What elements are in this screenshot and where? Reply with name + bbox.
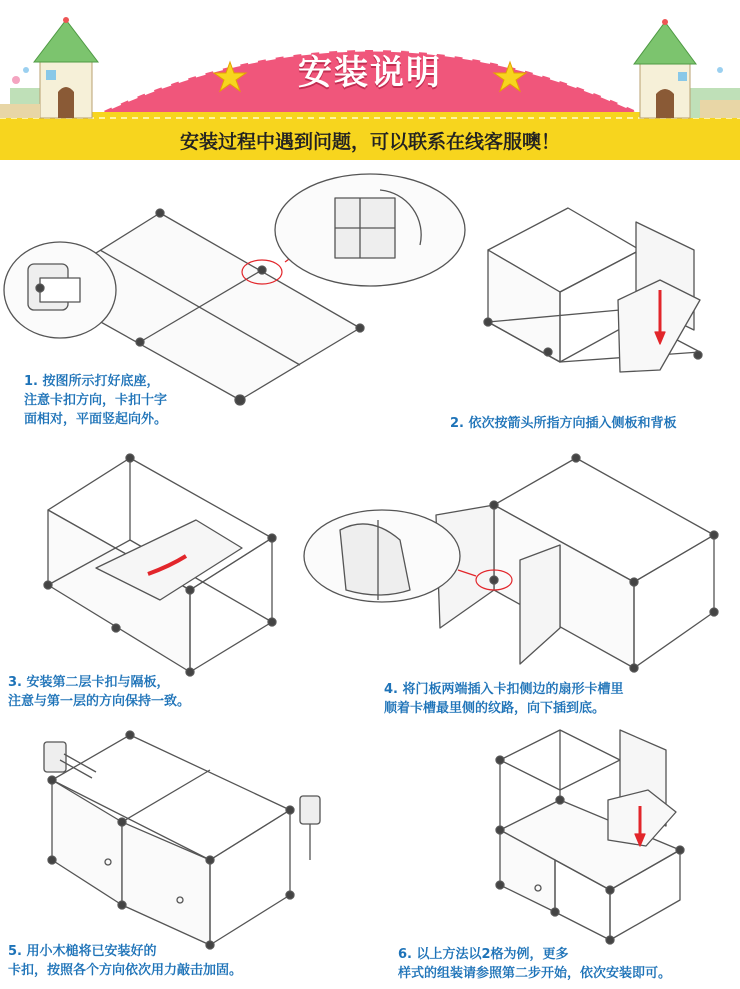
page-subtitle: 安装过程中遇到问题，可以联系在线客服噢！ (179, 131, 560, 153)
step1-line3: 面相对，平面竖起向外。 (24, 412, 168, 427)
step6-diagram (496, 730, 684, 944)
page-title: 安装说明 (298, 53, 442, 93)
step1-line2: 注意卡扣方向，卡扣十字 (24, 393, 168, 408)
step5-diagram (44, 731, 320, 949)
header-banner (0, 0, 740, 160)
assembly-illustrations (0, 165, 740, 989)
step6-line2: 样式的组装请参照第二步开始，依次安装即可。 (398, 966, 672, 981)
step4-diagram (304, 454, 718, 672)
step3-line1: 3. 安装第二层卡扣与隔板， (8, 675, 170, 690)
step2-caption (450, 414, 677, 433)
step4-line1: 4. 将门板两端插入卡扣侧边的扇形卡槽里 (384, 682, 624, 697)
step3-caption (8, 673, 190, 711)
step1-line1: 1. 按图所示打好底座， (24, 374, 160, 389)
step5-caption (8, 942, 242, 980)
step4-line2: 顺着卡槽最里侧的纹路，向下插到底。 (384, 701, 606, 716)
step1-diagram (4, 174, 465, 405)
step1-caption (24, 372, 167, 429)
step6-caption (398, 945, 671, 983)
step2-line1: 2. 依次按箭头所指方向插入侧板和背板 (450, 416, 677, 431)
step2-diagram (484, 208, 702, 372)
step3-diagram (44, 454, 276, 676)
step5-line2: 卡扣，按照各个方向依次用力敲击加固。 (8, 963, 243, 978)
step6-line1: 6. 以上方法以2格为例，更多 (398, 947, 569, 962)
step5-line1: 5. 用小木槌将已安装好的 (8, 944, 157, 959)
step4-caption (384, 680, 624, 718)
step3-line2: 注意与第一层的方向保持一致。 (8, 694, 191, 709)
